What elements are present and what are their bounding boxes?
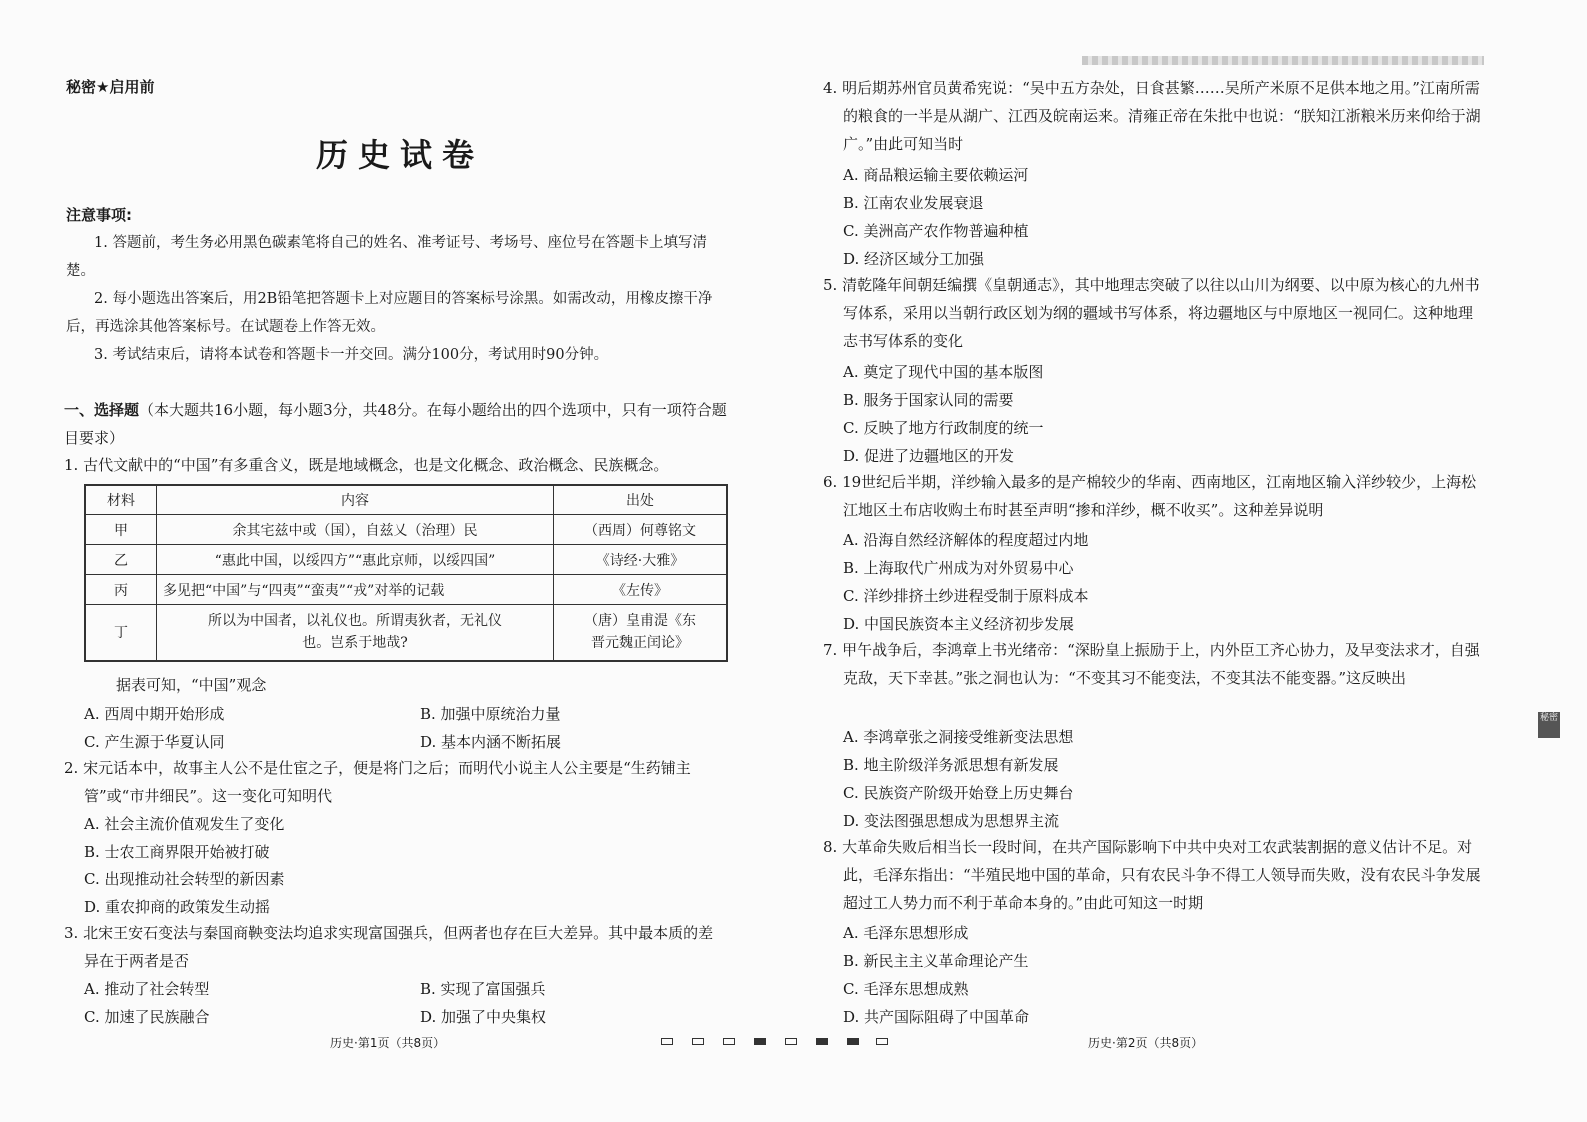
page-title: 历史试卷 [315,136,484,174]
table-cell: 《诗经·大雅》 [554,545,728,575]
q5-option-d: D. 促进了边疆地区的开发 [843,447,1015,465]
q3-option-a: A. 推动了社会转型 [84,980,210,998]
table-cell: 乙 [85,545,157,575]
q3-option-b: B. 实现了富国强兵 [420,980,546,998]
q8-option-a: A. 毛泽东思想形成 [843,924,969,942]
notes-heading: 注意事项: [66,206,132,224]
q2-option-c: C. 出现推动社会转型的新因素 [84,870,285,888]
note-item-2: 2. 每小题选出答案后，用2B铅笔把答题卡上对应题目的答案标号涂黑。如需改动，用橡皮擦干净后，再选涂其他答案标号。在试题卷上作答无效。 [66,291,713,335]
question-7-stem: 7. 甲午战争后，李鸿章上书光绪帝：“深盼皇上振励于上，内外臣工齐心协力，及早变法求才，自强克敌，天下幸甚。”张之洞也认为：“不变其习不能变法，不变其法不能变器。”这反映出 [823,641,1480,687]
q8-option-c: C. 毛泽东思想成熟 [843,980,969,998]
q2-option-d: D. 重农抑商的政策发生动摇 [84,898,271,916]
q8-option-d: D. 共产国际阻碍了中国革命 [843,1008,1030,1026]
registration-mark [847,1038,859,1045]
q1-option-b: B. 加强中原统治力量 [420,705,561,723]
question-2-stem: 2. 宋元话本中，故事主人公不是仕宦之子，便是将门之后；而明代小说主人公主要是“生药铺主管”或“市井细民”。这一变化可知明代 [64,759,691,805]
q4-option-a: A. 商品粮运输主要依赖运河 [843,166,1029,184]
q6-option-a: A. 沿海自然经济解体的程度超过内地 [843,531,1089,549]
section-label: 一、选择题 [64,401,140,419]
table-cell: “惠此中国，以绥四方”“惠此京师，以绥四国” [157,545,554,575]
registration-mark [723,1038,735,1045]
table-cell: 多见把“中国”与“四夷”“蛮夷”“戎”对举的记载 [157,575,554,605]
table-cell: （唐）皇甫湜《东晋元魏正闰论》 [554,605,728,661]
q4-option-c: C. 美洲高产农作物普遍种植 [843,222,1029,240]
section-desc: （本大题共16小题，每小题3分，共48分。在每小题给出的四个选项中，只有一项符合题目要求） [64,401,727,447]
q3-option-d: D. 加强了中央集权 [420,1008,547,1026]
header-barcode-strip [1082,56,1484,65]
registration-mark [876,1038,888,1045]
question-8-stem: 8. 大革命失败后相当长一段时间，在共产国际影响下中共中央对工农武装割据的意义估计不足。对此，毛泽东指出：“半殖民地中国的革命，只有农民斗争不得工人领导而失败，没有农民斗争发展超过工人势力而不利于革命本身的。”由此可知这一时期 [823,838,1481,912]
q3-option-c: C. 加速了民族融合 [84,1008,210,1026]
table-cell: 丁 [85,605,157,661]
question-5-stem: 5. 清乾隆年间朝廷编撰《皇朝通志》，其中地理志突破了以往以山川为纲要、以中原为核心的九州书写体系，采用以当朝行政区划为纲的疆域书写体系，将边疆地区与中原地区一视同仁。这种地理志书写体系的变化 [823,276,1480,350]
q4-option-b: B. 江南农业发展衰退 [843,194,984,212]
table-row [85,515,727,545]
table-header: 出处 [554,485,728,515]
q1-option-d: D. 基本内涵不断拓展 [420,733,562,751]
q1-option-a: A. 西周中期开始形成 [84,705,225,723]
q7-option-b: B. 地主阶级洋务派思想有新发展 [843,756,1059,774]
table-cell: 《左传》 [554,575,728,605]
registration-mark [785,1038,797,1045]
q5-option-a: A. 奠定了现代中国的基本版图 [843,363,1044,381]
table-row [85,545,727,575]
table-cell: 丙 [85,575,157,605]
q2-option-b: B. 士农工商界限开始被打破 [84,843,270,861]
table-row [85,605,727,661]
table-row [85,575,727,605]
table-cell: 所以为中国者，以礼仪也。所谓夷狄者，无礼仪也。岂系于地哉? [157,605,554,661]
footer-page-2: 历史·第2页（共8页） [1088,1036,1204,1050]
table-cell: （西周）何尊铭文 [554,515,728,545]
registration-mark [692,1038,704,1045]
q8-option-b: B. 新民主主义革命理论产生 [843,952,1029,970]
table-header: 材料 [85,485,157,515]
q7-option-d: D. 变法图强思想成为思想界主流 [843,812,1060,830]
q7-option-a: A. 李鸿章张之洞接受维新变法思想 [843,728,1074,746]
note-item-1: 1. 答题前，考生务必用黑色碳素笔将自己的姓名、准考证号、考场号、座位号在答题卡上填写清楚。 [66,235,707,279]
question-1-lead: 据表可知，“中国”观念 [116,676,267,694]
section-heading [64,396,728,452]
table-header-row [85,485,727,515]
table-header: 内容 [157,485,554,515]
material-table [84,484,728,662]
q7-option-c: C. 民族资产阶级开始登上历史舞台 [843,784,1074,802]
q6-option-d: D. 中国民族资本主义经济初步发展 [843,615,1075,633]
registration-mark [754,1038,766,1045]
question-3-stem: 3. 北宋王安石变法与秦国商鞅变法均追求实现富国强兵，但两者也存在巨大差异。其中最本质的差异在于两者是否 [64,924,714,970]
registration-mark [661,1038,673,1045]
q6-option-c: C. 洋纱排挤土纱进程受制于原料成本 [843,587,1089,605]
q2-option-a: A. 社会主流价值观发生了变化 [84,815,285,833]
confidential-label: 秘密★启用前 [66,78,155,96]
footer-page-1: 历史·第1页（共8页） [330,1036,446,1050]
q5-option-c: C. 反映了地方行政制度的统一 [843,419,1044,437]
q5-option-b: B. 服务于国家认同的需要 [843,391,1014,409]
question-6-stem: 6. 19世纪后半期，洋纱输入最多的是产棉较少的华南、西南地区，江南地区输入洋纱较少，上海松江地区土布店收购土布时甚至声明“掺和洋纱，概不收买”。这种差异说明 [823,473,1477,519]
side-confidential-tab: 秘密 [1538,712,1560,738]
question-4-stem: 4. 明后期苏州官员黄希宪说：“吴中五方杂处，日食甚繁……吴所产米原不足供本地之用。”江南所需的粮食的一半是从湖广、江西及皖南运来。清雍正帝在朱批中也说：“朕知江浙粮米历来仰给于湖广。”由此可知当时 [823,79,1481,153]
table-cell: 余其宅兹中或（国），自兹乂（治理）民 [157,515,554,545]
q6-option-b: B. 上海取代广州成为对外贸易中心 [843,559,1074,577]
q4-option-d: D. 经济区域分工加强 [843,250,985,268]
table-cell: 甲 [85,515,157,545]
question-1-stem: 1. 古代文献中的“中国”有多重含义，既是地域概念，也是文化概念、政治概念、民族概念。 [64,456,669,474]
note-item-3: 3. 考试结束后，请将本试卷和答题卡一并交回。满分100分，考试用时90分钟。 [94,347,609,363]
q1-option-c: C. 产生源于华夏认同 [84,733,225,751]
registration-mark [816,1038,828,1045]
